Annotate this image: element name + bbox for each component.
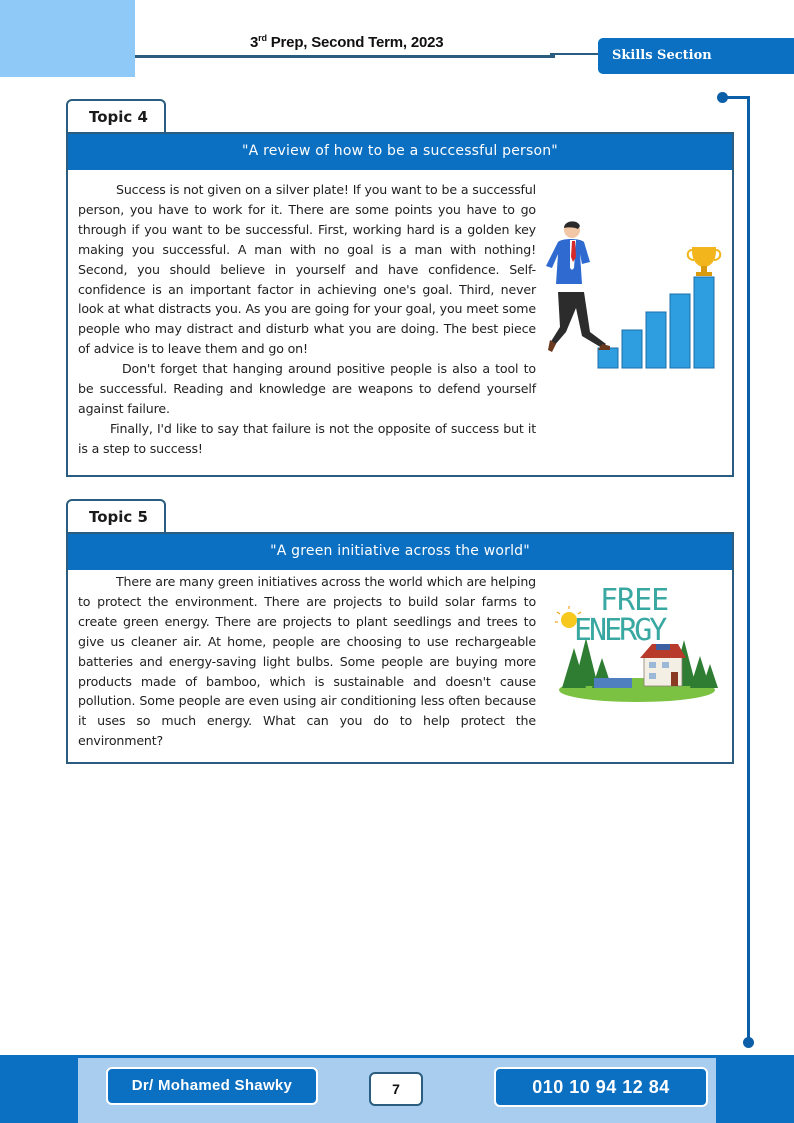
topic-5-paragraph-1: There are many green initiatives across the world which are helping to protect the environment. There are projects to build solar farms to create green energy. There are projects to plant seedlings and trees to give us cleaner air. At home, people are choosing to use rechargeable batteries and energy-saving light bulbs. Some people are buying more products made of bamboo, which is sustainable and doesn't cause pollution. Some people are even using air conditioning less often because it uses so much energy. What can you do to help protect the environment? bbox=[78, 574, 536, 749]
page-header-title bbox=[250, 33, 443, 51]
phone-number: 010 10 94 12 84 bbox=[494, 1067, 708, 1107]
topic-4-paragraph-2: Don't forget that hanging around positive people is also a tool to be successful. Reading and knowledge are weapons to defend yourself against failure. bbox=[78, 361, 536, 416]
side-rail bbox=[747, 96, 750, 1042]
topic-5-body bbox=[68, 570, 732, 751]
author-name: Dr/ Mohamed Shawky bbox=[106, 1067, 318, 1105]
wind-turbines bbox=[620, 644, 628, 678]
bar-steps bbox=[598, 277, 714, 368]
topic-4-tab: Topic 4 bbox=[66, 99, 166, 133]
step-bar-1 bbox=[598, 348, 618, 368]
topic-4-box bbox=[66, 132, 734, 477]
step-bar-2 bbox=[622, 330, 642, 368]
section-badge: Skills Section bbox=[598, 38, 794, 74]
topic-5-box bbox=[66, 532, 734, 764]
free-text: FREE bbox=[600, 583, 669, 618]
topic-4-heading: "A review of how to be a successful person" bbox=[68, 134, 732, 170]
header-divider-connector bbox=[550, 53, 600, 55]
grade-number: 3 bbox=[250, 34, 259, 51]
topic-4-paragraph-3: Finally, I'd like to say that failure is not the opposite of success but it is a step to success! bbox=[78, 420, 536, 456]
header-divider bbox=[135, 55, 555, 58]
house-icon bbox=[640, 644, 686, 686]
page-number: 7 bbox=[369, 1072, 423, 1106]
step-bar-4 bbox=[670, 294, 690, 368]
success-steps-illustration bbox=[546, 220, 722, 370]
step-bar-3 bbox=[646, 312, 666, 368]
corner-decoration bbox=[0, 0, 135, 77]
solar-panels bbox=[594, 678, 632, 688]
free-energy-illustration bbox=[552, 578, 722, 708]
header-title-text: Prep, Second Term, 2023 bbox=[266, 34, 444, 51]
topic-4-paragraph-1: Success is not given on a silver plate! If you want to be a successful person, you have to work for it. There are some points you have to go through if you want to be successful. First, working hard is a golden key making you successful. A man with no goal is a man with nothing! Second, you should believe in yourself and have confidence. Self-confidence is an important factor in achieving one's goal. Third, never look at what distracts you. As you are going for your goal, you meet some people who may distract and disturb what you are doing. The best piece of advice is to leave them and go on! bbox=[78, 182, 536, 357]
step-bar-5 bbox=[694, 277, 714, 368]
topic-4-body bbox=[68, 170, 732, 459]
rail-connector bbox=[722, 96, 750, 99]
trophy-icon bbox=[688, 247, 721, 276]
rail-dot-bottom bbox=[743, 1037, 754, 1048]
energy-text: ENERGY bbox=[574, 613, 665, 648]
topic-5-tab: Topic 5 bbox=[66, 499, 166, 533]
businessman-figure bbox=[546, 221, 610, 352]
topic-5-heading: "A green initiative across the world" bbox=[68, 534, 732, 570]
grade-suffix: rd bbox=[258, 33, 267, 43]
